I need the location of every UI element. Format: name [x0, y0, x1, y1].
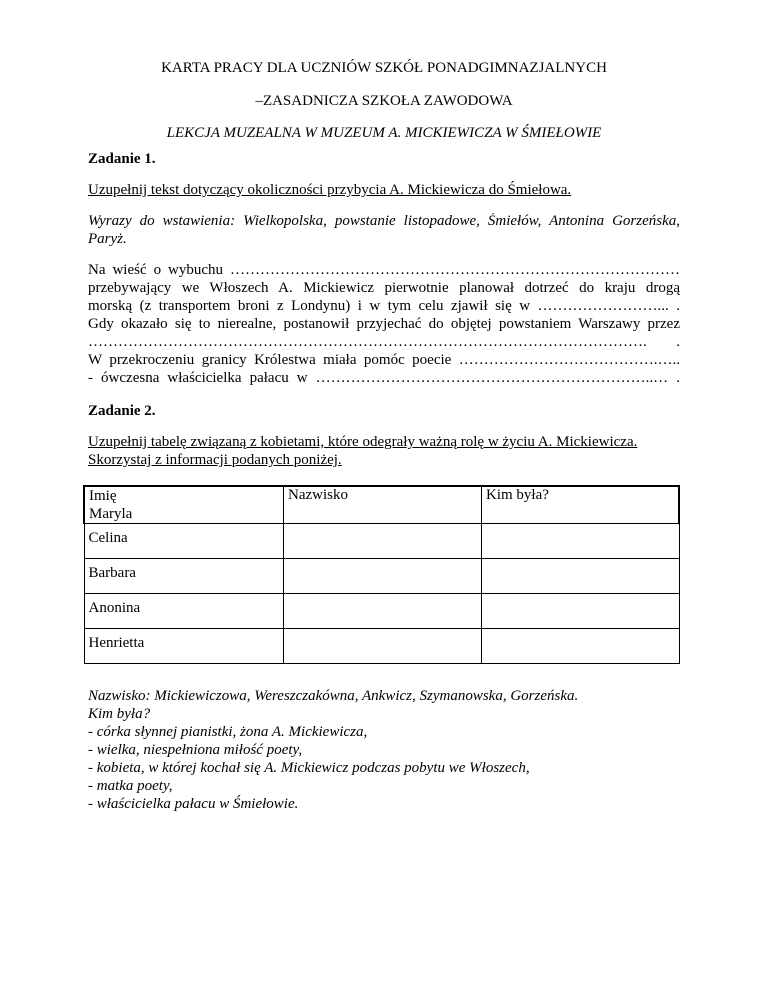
hint-line: - wielka, niespełniona miłość poety,	[88, 742, 303, 758]
table-row	[84, 594, 679, 629]
answer-cell-who[interactable]	[482, 594, 680, 629]
header-line-2: –ZASADNICZA SZKOŁA ZAWODOWA	[255, 93, 513, 109]
column-header-first-name: Imię	[89, 488, 117, 504]
task1-text-line: Gdy okazało się to nierealne, postanowił przyjechać do objętej powstaniem Warszawy przez	[88, 316, 680, 332]
answer-cell-who[interactable]	[482, 559, 680, 594]
answer-cell-surname[interactable]	[284, 524, 482, 559]
row-label-first-name: Celina	[84, 524, 284, 559]
task1-words-line1: Wyrazy do wstawienia: Wielkopolska, powstanie listopadowe, Śmiełów, Antonina Gorzeńska,	[88, 213, 680, 229]
table-row	[84, 559, 679, 594]
task1-text-line: …………………………………………………………………………………………………. .	[88, 334, 680, 350]
answer-cell-surname[interactable]	[284, 594, 482, 629]
column-header-surname[interactable]: Nazwisko	[284, 486, 482, 524]
column-header-who[interactable]: Kim była?	[482, 486, 680, 524]
task1-words-line2: Paryż.	[88, 231, 127, 247]
answer-cell-surname[interactable]	[284, 629, 482, 664]
table-row	[84, 486, 679, 524]
row-label-first-name: Barbara	[84, 559, 284, 594]
hint-line: - kobieta, w której kochał się A. Mickiewicz podczas pobytu we Włoszech,	[88, 760, 530, 776]
task1-text-line: W przekroczeniu granicy Królestwa miała pomóc poecie ………………………………….…..	[88, 352, 680, 368]
answer-cell-who[interactable]	[482, 629, 680, 664]
row-label-first-name: Anonina	[84, 594, 284, 629]
hint-line: - córka słynnej pianistki, żona A. Mickiewicza,	[88, 724, 368, 740]
answer-cell-who[interactable]	[482, 524, 680, 559]
hint-line: - matka poety,	[88, 778, 173, 794]
task2-instruction-line2: Skorzystaj z informacji podanych poniżej.	[88, 452, 342, 468]
header-line-3: LEKCJA MUZEALNA W MUZEUM A. MICKIEWICZA W ŚMIEŁOWIE	[166, 125, 602, 141]
task1-text-line: - ówczesna właścicielka pałacu w …………………………………………………………..… .	[88, 370, 680, 386]
answer-cell-surname[interactable]	[284, 559, 482, 594]
hint-line: Kim była?	[88, 706, 151, 722]
task2-instruction-line1: Uzupełnij tabelę związaną z kobietami, które odegrały ważną rolę w życiu A. Mickiewicza.	[88, 434, 638, 450]
header-line-1: KARTA PRACY DLA UCZNIÓW SZKÓŁ PONADGIMNAZJALNYCH	[161, 60, 607, 76]
row-label-first-name: Henrietta	[84, 629, 284, 664]
table-row	[84, 629, 679, 664]
task1-text-line: Na wieść o wybuchu ………………………………………………………………………………	[88, 262, 680, 278]
task1-text-line: morską (z transportem broni z Londynu) i w tym celu zjawił się w ……………………... .	[88, 298, 680, 314]
table-cell	[84, 486, 284, 524]
task1-instruction: Uzupełnij tekst dotyczący okoliczności przybycia A. Mickiewicza do Śmiełowa.	[88, 182, 572, 198]
task1-text-line: przebywający we Włoszech A. Mickiewicz pierwotnie planował dotrzeć do kraju drogą	[88, 280, 680, 296]
table-row	[84, 524, 679, 559]
row-label-first-name: Maryla	[89, 506, 133, 522]
task2-title: Zadanie 2.	[88, 403, 156, 419]
hint-line: Nazwisko: Mickiewiczowa, Wereszczakówna, Ankwicz, Szymanowska, Gorzeńska.	[88, 688, 579, 704]
women-table	[83, 485, 680, 664]
task1-title: Zadanie 1.	[88, 151, 156, 167]
hint-line: - właścicielka pałacu w Śmiełowie.	[88, 796, 299, 812]
